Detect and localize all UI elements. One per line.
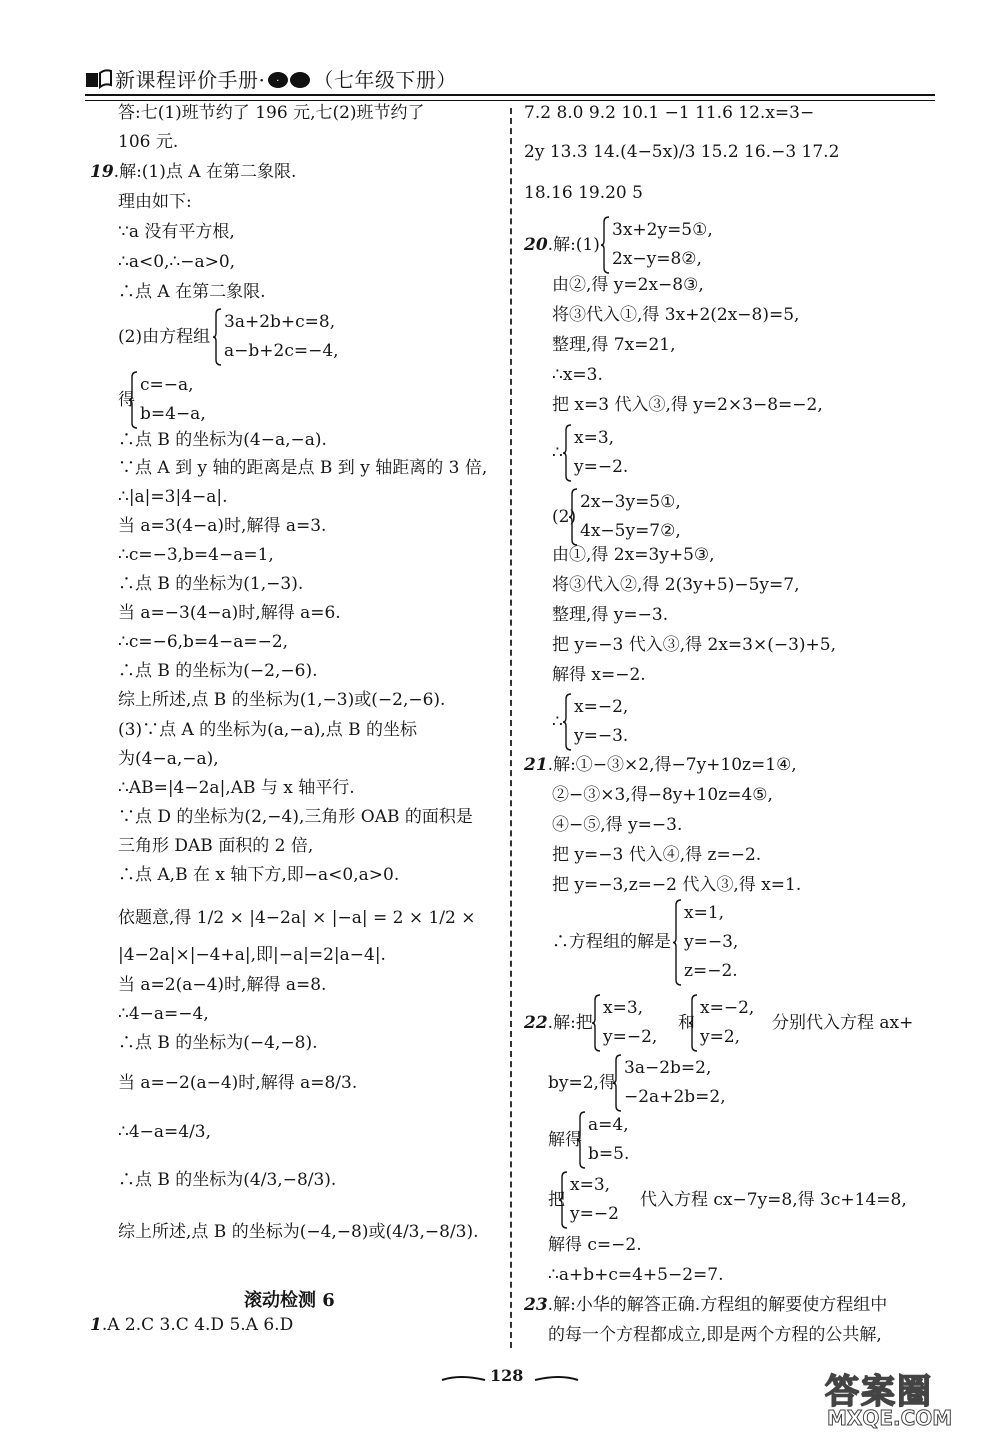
system-brace — [591, 994, 601, 1052]
text-line — [524, 1011, 593, 1035]
text-line — [118, 973, 326, 997]
system-equation: y=−2. — [574, 457, 629, 477]
line-text: ∴点 A 在第二象限. — [118, 282, 266, 302]
text-line — [118, 220, 235, 244]
text-line — [552, 843, 761, 867]
line-text: ∴4−a=−4, — [118, 1004, 209, 1024]
line-text: 和 — [678, 1013, 695, 1033]
line-text: .A 2.C 3.C 4.D 5.A 6.D — [101, 1315, 294, 1335]
text-line — [552, 573, 800, 597]
header-rule — [85, 94, 935, 96]
text-line — [118, 776, 355, 800]
line-text: ∴|a|=3|4−a|. — [118, 487, 228, 507]
text-line — [118, 718, 417, 742]
line-text: 当 a=−2(a−4)时,解得 a=8/3. — [118, 1073, 358, 1093]
line-text: ∴c=−3,b=4−a=1, — [118, 545, 274, 565]
question-number: 23 — [524, 1295, 548, 1315]
line-text: .解:(1)点 A 在第二象限. — [113, 162, 297, 182]
text-line — [552, 333, 676, 357]
line-text: ∴点 B 的坐标为(4−a,−a). — [118, 430, 327, 450]
line-text: ∴ — [552, 712, 563, 732]
line-text: 把 y=−3 代入④,得 z=−2. — [552, 845, 762, 865]
header-title-prefix: 新课程评价手册· — [115, 68, 266, 92]
line-text: ∵点 D 的坐标为(2,−4),三角形 OAB 的面积是 — [118, 807, 473, 827]
text-line — [118, 1220, 479, 1244]
text-line — [118, 190, 192, 214]
text-line — [118, 101, 425, 125]
system-brace — [576, 1111, 586, 1169]
watermark — [815, 1362, 985, 1432]
line-text: ∴a<0,∴−a>0, — [118, 252, 236, 272]
line-text: ∴x=3. — [552, 365, 603, 385]
line-text: 分别代入方程 ax+ — [772, 1013, 914, 1033]
text-line — [118, 514, 326, 538]
text-line — [552, 663, 646, 687]
line-text: 理由如下: — [118, 192, 192, 212]
system-equation: x=1, — [684, 902, 725, 923]
system-equation: 4x−5y=7②, — [580, 521, 681, 541]
text-line — [118, 572, 303, 596]
line-text: 18.16 19.20 5 — [524, 183, 643, 203]
text-line — [552, 873, 801, 897]
line-text: ∴点 B 的坐标为(1,−3). — [118, 574, 304, 594]
line-text: 依题意,得 1/2 × |4−2a| × |−a| = 2 × 1/2 × — [118, 908, 476, 928]
line-text: ∴点 B 的坐标为(4/3,−8/3). — [118, 1170, 337, 1190]
text-line — [118, 630, 288, 654]
line-text: (3)∵点 A 的坐标为(a,−a),点 B 的坐标 — [118, 720, 418, 740]
svg-text:·: · — [276, 76, 281, 87]
watermark-url: MXQE.COM — [827, 1406, 953, 1430]
page-footer — [440, 1364, 580, 1392]
system-equation: b=5. — [588, 1144, 630, 1164]
column-divider — [510, 108, 512, 1348]
line-text: 把 y=−3,z=−2 代入③,得 x=1. — [552, 875, 802, 895]
text-line — [118, 688, 445, 712]
text-line — [548, 1323, 882, 1347]
line-text: (2) — [552, 507, 577, 527]
line-text: 7.2 8.0 9.2 10.1 −1 11.6 12.x=3− — [524, 103, 815, 123]
system-equation: 3x+2y=5①, — [612, 220, 713, 240]
text-line — [118, 428, 327, 452]
text-line — [552, 603, 668, 627]
line-text: ∴4−a=4/3, — [118, 1122, 212, 1142]
line-text: 把 x=3 代入③,得 y=2×3−8=−2, — [552, 395, 823, 415]
text-line — [552, 783, 773, 807]
line-text: ∴ — [552, 443, 563, 463]
system-equation: x=3, — [574, 428, 615, 448]
text-line — [118, 543, 274, 567]
line-text: (2)由方程组 — [118, 327, 211, 347]
system-brace — [562, 424, 572, 482]
system-equation: x=3, — [603, 998, 644, 1018]
watermark-logo: 答案圈 — [825, 1372, 933, 1412]
system-brace — [672, 899, 682, 986]
system-equation: y=−3. — [574, 726, 629, 746]
line-text: 解得 x=−2. — [552, 665, 646, 685]
system-brace — [600, 216, 610, 274]
line-text: ∵点 A 到 y 轴的距离是点 B 到 y 轴距离的 3 倍, — [118, 458, 488, 478]
line-text: 由②,得 y=2x−8③, — [552, 275, 704, 295]
text-line — [524, 753, 797, 777]
text-line — [118, 805, 473, 829]
line-text: .解:①−③×2,得−7y+10z=1④, — [547, 755, 797, 775]
line-text: 三角形 DAB 面积的 2 倍, — [118, 836, 314, 856]
line-text: 得 — [118, 390, 135, 410]
text-line — [548, 1071, 616, 1095]
line-text: by=2,得 — [548, 1073, 616, 1093]
system-equation: 3a+2b+c=8, — [224, 312, 336, 332]
line-text: 把 y=−3 代入③,得 2x=3×(−3)+5, — [552, 635, 837, 655]
text-line — [524, 1293, 887, 1317]
system-equation: y=−2, — [603, 1027, 658, 1047]
text-line — [118, 659, 318, 683]
system-brace — [128, 371, 138, 429]
text-line — [118, 943, 386, 967]
system-brace — [562, 693, 572, 751]
question-number: 1 — [90, 1315, 102, 1335]
line-text: 整理,得 y=−3. — [552, 605, 669, 625]
text-line — [552, 363, 603, 387]
line-text: ∴c=−6,b=4−a=−2, — [118, 632, 289, 652]
page-header — [85, 60, 935, 96]
line-text: 答:七(1)班节约了 196 元,七(2)班节约了 — [118, 103, 425, 123]
line-text: 综上所述,点 B 的坐标为(−4,−8)或(4/3,−8/3). — [118, 1222, 479, 1242]
system-equation: c=−a, — [140, 375, 194, 395]
line-text: 综上所述,点 B 的坐标为(1,−3)或(−2,−6). — [118, 690, 446, 710]
line-text: 将③代入②,得 2(3y+5)−5y=7, — [552, 575, 800, 595]
system-equation: y=−2 — [570, 1204, 619, 1224]
text-line — [118, 906, 476, 930]
question-number: 19 — [90, 162, 114, 182]
line-text: ∴a+b+c=4+5−2=7. — [548, 1265, 724, 1285]
system-equation: 2x−y=8②, — [612, 249, 702, 269]
text-line — [552, 930, 671, 954]
line-text: 为(4−a,−a), — [118, 749, 219, 769]
text-line — [524, 140, 839, 164]
series-badge-icon — [267, 71, 311, 89]
line-text: 解得 — [548, 1130, 582, 1150]
text-line — [118, 485, 228, 509]
text-line — [118, 1071, 357, 1095]
text-line — [118, 1120, 211, 1144]
system-brace — [688, 994, 698, 1052]
line-text: 当 a=3(4−a)时,解得 a=3. — [118, 516, 327, 536]
question-number: 21 — [524, 755, 548, 775]
text-line — [118, 1168, 336, 1192]
question-number: 20 — [524, 235, 548, 255]
text-line — [524, 181, 643, 205]
text-line — [552, 273, 704, 297]
system-brace — [212, 308, 222, 366]
text-line — [118, 1002, 209, 1026]
line-text: .解:小华的解答正确.方程组的解要使方程组中 — [547, 1295, 888, 1315]
text-line — [118, 130, 178, 154]
line-text: |4−2a|×|−4+a|,即|−a|=2|a−4|. — [118, 945, 386, 965]
text-line — [118, 834, 313, 858]
line-text: ∴AB=|4−2a|,AB 与 x 轴平行. — [118, 778, 355, 798]
system-brace — [558, 1171, 568, 1229]
system-brace — [612, 1054, 622, 1112]
text-line — [640, 1188, 907, 1212]
text-line — [118, 863, 399, 887]
line-text: .解:把 — [547, 1013, 593, 1033]
text-line — [118, 280, 266, 304]
line-text: 106 元. — [118, 132, 179, 152]
line-text: ∴点 A,B 在 x 轴下方,即−a<0,a>0. — [118, 865, 400, 885]
system-equation: 2x−3y=5①, — [580, 492, 681, 512]
text-line — [772, 1011, 913, 1035]
line-text: ∴点 B 的坐标为(−4,−8). — [118, 1033, 318, 1053]
text-line — [548, 1263, 724, 1287]
text-line — [90, 160, 296, 184]
text-line — [118, 601, 341, 625]
system-equation: a−b+2c=−4, — [224, 341, 339, 361]
system-brace — [568, 488, 578, 546]
system-equation: x=3, — [570, 1175, 611, 1195]
header-title-suffix: （七年级下册） — [313, 68, 457, 92]
system-equation: 3a−2b=2, — [624, 1058, 712, 1078]
system-equation: −2a+2b=2, — [624, 1087, 726, 1107]
text-line — [552, 813, 682, 837]
system-equation: y=−3, — [684, 931, 739, 952]
line-text: 当 a=−3(4−a)时,解得 a=6. — [118, 603, 341, 623]
text-line — [552, 303, 799, 327]
line-text: 由①,得 2x=3y+5③, — [552, 545, 715, 565]
header-title — [115, 64, 457, 93]
line-text: 当 a=2(a−4)时,解得 a=8. — [118, 975, 327, 995]
system-equation: a=4, — [588, 1115, 629, 1135]
line-text: .解:(1) — [547, 235, 600, 255]
question-number: 22 — [524, 1013, 548, 1033]
text-line — [118, 747, 219, 771]
text-line — [90, 1313, 293, 1337]
line-text: ②−③×3,得−8y+10z=4⑤, — [552, 785, 773, 805]
text-line — [552, 393, 823, 417]
book-logo-icon — [85, 67, 115, 89]
line-text: 将③代入①,得 3x+2(2x−8)=5, — [552, 305, 800, 325]
line-text: 2y 13.3 14.(4−5x)/3 15.2 16.−3 17.2 — [524, 142, 840, 162]
system-equation: x=−2, — [700, 998, 755, 1018]
text-line — [118, 325, 210, 349]
text-line — [118, 456, 487, 480]
section-title: 滚动检测 6 — [244, 1290, 335, 1311]
line-text: 的每一个方程都成立,即是两个方程的公共解, — [548, 1325, 882, 1345]
line-text: 整理,得 7x=21, — [552, 335, 676, 355]
line-text: ∴点 B 的坐标为(−2,−6). — [118, 661, 318, 681]
line-text: 解得 c=−2. — [548, 1235, 642, 1255]
line-text: 代入方程 cx−7y=8,得 3c+14=8, — [640, 1190, 907, 1210]
text-line — [552, 543, 715, 567]
system-equation: y=2, — [700, 1027, 741, 1047]
text-line — [552, 633, 836, 657]
text-line — [524, 233, 600, 257]
line-text: ∵a 没有平方根, — [118, 222, 235, 242]
line-text: 把 — [548, 1190, 565, 1210]
page-number: 128 — [490, 1366, 524, 1385]
line-text: ∴方程组的解是 — [552, 932, 671, 952]
text-line — [118, 250, 235, 274]
text-line — [524, 101, 814, 125]
line-text: ④−⑤,得 y=−3. — [552, 815, 683, 835]
system-equation: z=−2. — [684, 960, 738, 981]
system-equation: x=−2, — [574, 697, 629, 717]
system-equation: b=4−a, — [140, 404, 206, 424]
text-line — [118, 1031, 318, 1055]
text-line — [548, 1233, 642, 1257]
